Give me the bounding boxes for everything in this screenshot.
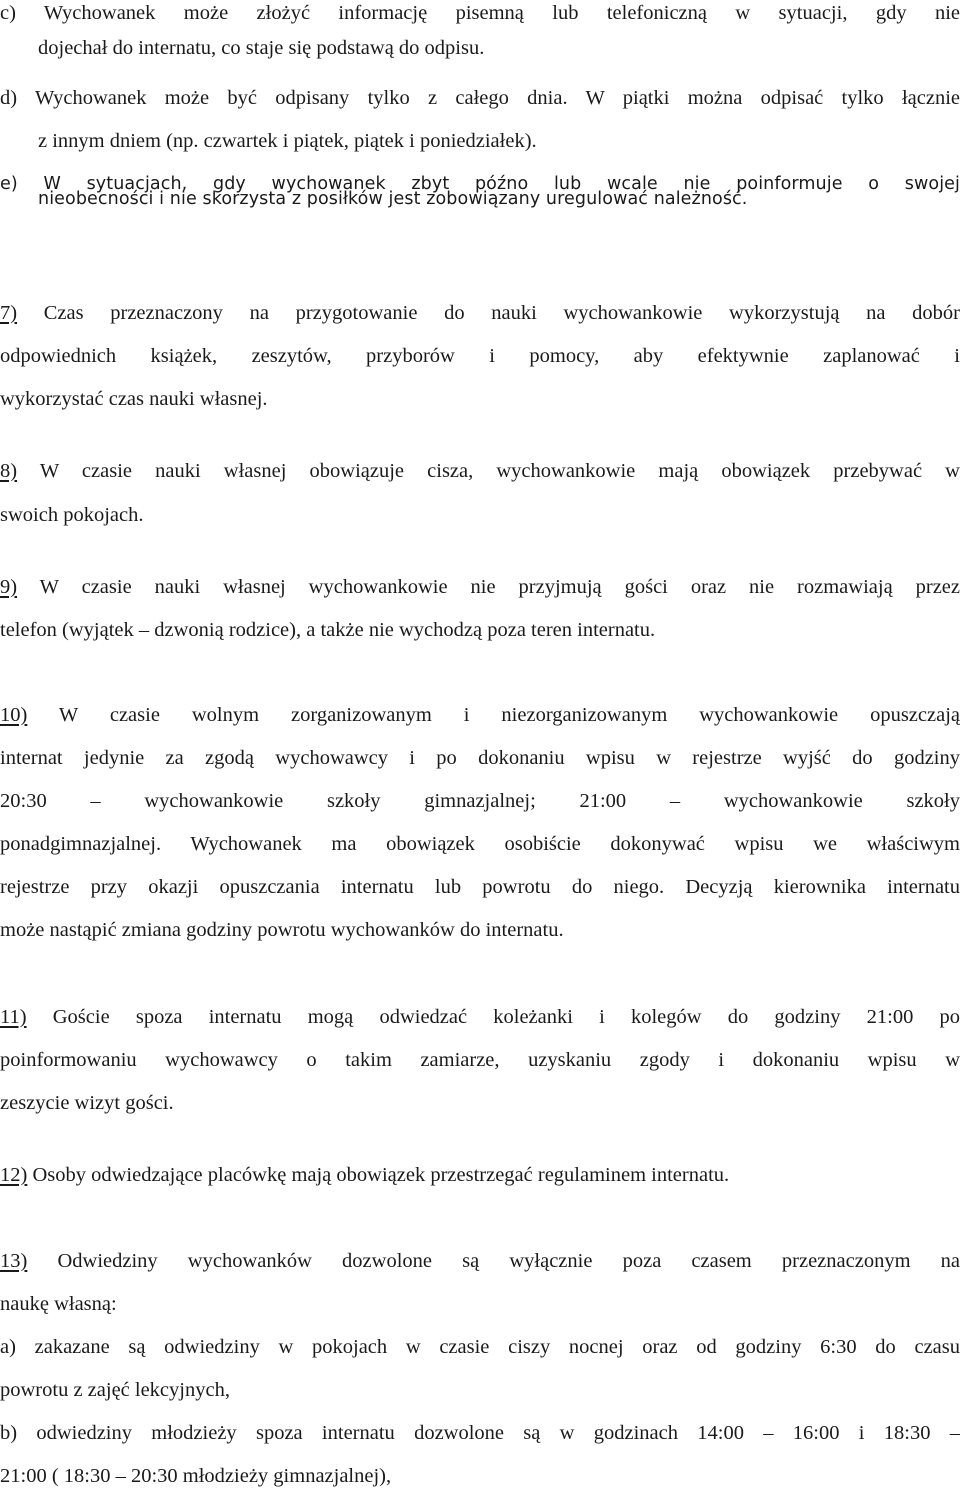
paragraph-7-line-2: odpowiednich książek, zeszytów, przyborów i pomocy, aby efektywnie zaplanować i <box>0 345 960 367</box>
paragraph-7-line-3: wykorzystać czas nauki własnej. <box>0 388 268 410</box>
paragraph-9-number: 9) <box>0 576 18 598</box>
paragraph-7-line-1 <box>0 300 960 326</box>
item-e-line-1: e) W sytuacjach, gdy wychowanek zbyt późno lub wcale nie poinformuje o swojej <box>0 174 960 194</box>
paragraph-8-text: W czasie nauki własnej obowiązuje cisza, wychowankowie mają obowiązek przebywać w <box>17 460 960 482</box>
item-d-line-1: d) Wychowanek może być odpisany tylko z całego dnia. W piątki można odpisać tylko łącznie <box>0 87 960 109</box>
paragraph-10-line-5: rejestrze przy okazji opuszczania internatu lub powrotu do niego. Decyzją kierownika internatu <box>0 876 960 898</box>
paragraph-10-line-3: 20:30 – wychowankowie szkoły gimnazjalnej; 21:00 – wychowankowie szkoły <box>0 790 960 812</box>
paragraph-13-number: 13) <box>0 1250 28 1272</box>
paragraph-8-number: 8) <box>0 460 18 482</box>
paragraph-10-text: W czasie wolnym zorganizowanym i niezorganizowanym wychowankowie opuszczają <box>27 704 960 726</box>
paragraph-12-number: 12) <box>0 1164 28 1186</box>
paragraph-8-line-2: swoich pokojach. <box>0 504 144 526</box>
item-c-line-1: c) Wychowanek może złożyć informację pisemną lub telefoniczną w sytuacji, gdy nie <box>0 2 960 24</box>
paragraph-9-line-1 <box>0 574 960 600</box>
paragraph-12-text: Osoby odwiedzające placówkę mają obowiązek przestrzegać regulaminem internatu. <box>27 1164 730 1186</box>
paragraph-13-text: Odwiedziny wychowanków dozwolone są wyłącznie poza czasem przeznaczonym na <box>27 1250 960 1272</box>
paragraph-11-line-2: poinformowaniu wychowawcy o takim zamiarze, uzyskaniu zgody i dokonaniu wpisu w <box>0 1049 960 1071</box>
paragraph-9-line-2: telefon (wyjątek – dzwonią rodzice), a także nie wychodzą poza teren internatu. <box>0 619 656 641</box>
paragraph-7-number: 7) <box>0 302 18 324</box>
paragraph-13b-line-1: b) odwiedziny młodzieży spoza internatu dozwolone są w godzinach 14:00 – 16:00 i 18:30 – <box>0 1422 960 1444</box>
paragraph-11-line-1 <box>0 1004 960 1030</box>
paragraph-11-text: Goście spoza internatu mogą odwiedzać koleżanki i kolegów do godziny 21:00 po <box>26 1006 960 1028</box>
paragraph-10-number: 10) <box>0 704 28 726</box>
paragraph-13-line-2: naukę własną: <box>0 1293 117 1315</box>
paragraph-11-line-3: zeszycie wizyt gości. <box>0 1092 174 1114</box>
paragraph-13a-line-1: a) zakazane są odwiedziny w pokojach w czasie ciszy nocnej oraz od godziny 6:30 do czasu <box>0 1336 960 1358</box>
paragraph-13a-line-2: powrotu z zajęć lekcyjnych, <box>0 1379 230 1401</box>
paragraph-10-line-6: może nastąpić zmiana godziny powrotu wychowanków do internatu. <box>0 919 564 941</box>
paragraph-13-line-1 <box>0 1248 960 1274</box>
paragraph-8-line-1 <box>0 458 960 484</box>
paragraph-12-line-1 <box>0 1162 960 1188</box>
item-d-line-2: z innym dniem (np. czwartek i piątek, piątek i poniedziałek). <box>38 130 537 152</box>
item-e-line-2: nieobecności i nie skorzysta z posiłków jest zobowiązany uregulować należność. <box>38 189 748 209</box>
paragraph-9-text: W czasie nauki własnej wychowankowie nie przyjmują gości oraz nie rozmawiają przez <box>17 576 960 598</box>
paragraph-11-number: 11) <box>0 1006 27 1028</box>
paragraph-10-line-2: internat jedynie za zgodą wychowawcy i po dokonaniu wpisu w rejestrze wyjść do godziny <box>0 747 960 769</box>
paragraph-10-line-1 <box>0 702 960 728</box>
paragraph-13b-line-2: 21:00 ( 18:30 – 20:30 młodzieży gimnazjalnej), <box>0 1465 392 1487</box>
paragraph-10-line-4: ponadgimnazjalnej. Wychowanek ma obowiązek osobiście dokonywać wpisu we właściwym <box>0 833 960 855</box>
paragraph-7-text: Czas przeznaczony na przygotowanie do nauki wychowankowie wykorzystują na dobór <box>17 302 960 324</box>
item-c-line-2: dojechał do internatu, co staje się podstawą do odpisu. <box>38 37 485 59</box>
